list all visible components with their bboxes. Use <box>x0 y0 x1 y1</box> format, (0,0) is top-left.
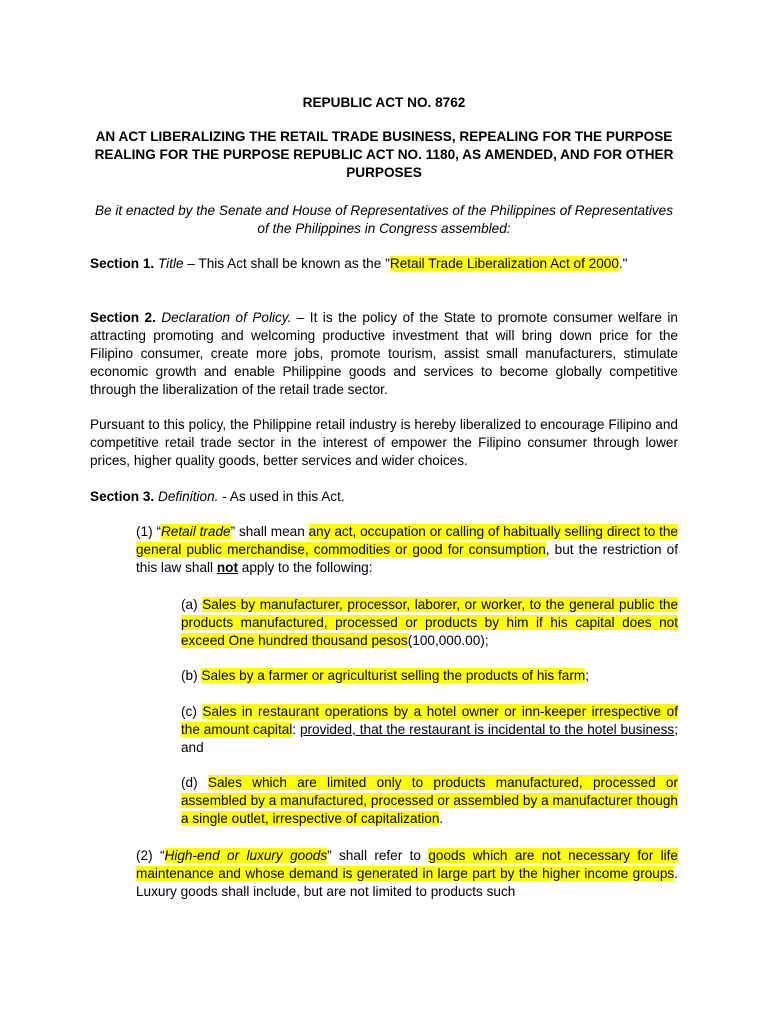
definition-2-tail: . Luxury goods shall include, but are not limited to products such <box>136 866 678 899</box>
luxury-goods-definition-highlight: goods which are not necessary for life maintenance and whose demand is generated in large part by the higher income groups <box>136 848 678 881</box>
act-number-title: REPUBLIC ACT NO. 8762 <box>302 95 466 110</box>
exception-d-label: (d) <box>181 775 208 790</box>
section-2 <box>90 309 678 399</box>
exception-a <box>181 596 678 650</box>
exception-c-highlight: Sales in restaurant operations by a hotel owner or inn-keeper irrespective of the amount capital <box>181 704 678 737</box>
exception-d <box>181 774 678 828</box>
luxury-goods-term: High-end or luxury goods <box>164 848 328 863</box>
definition-retail-trade <box>136 523 678 577</box>
section-1-closing: ." <box>618 256 628 271</box>
section-3 <box>90 488 678 506</box>
exception-b-label: (b) <box>181 668 202 683</box>
section-2-label: Section 2. <box>90 310 156 325</box>
not-emphasis: not <box>216 560 238 575</box>
definition-2-connector: ” shall refer to <box>327 848 429 863</box>
definition-1-connector: ” shall mean <box>230 524 309 539</box>
pursuant-paragraph: Pursuant to this policy, the Philippine retail industry is hereby liberalized to encourage Filipino and competitive retail trade sector in the interest of empower the Filipino consumer through lower prices, higher quality goods, better services and wider choices. <box>90 417 678 468</box>
retail-trade-term: Retail trade <box>160 524 231 539</box>
definition-1-text: , but the restriction of this law shall <box>136 542 678 575</box>
section-1-label: Section 1. <box>90 256 155 271</box>
section-3-heading: Definition. <box>158 489 219 504</box>
definition-1-number: (1) “ <box>136 524 161 539</box>
section-1-text: – This Act shall be known as the " <box>183 256 390 271</box>
section-2-text: – It is the policy of the State to promote consumer welfare in attracting promoting and welcoming productive investment that will bring down price for the Filipino consumer, create more jobs, promote tourism, assist small manufacturers, stimulate economic growth and enable Philippine goods and services to become globally competitive through the liberalization of the retail trade sector. <box>90 310 678 397</box>
exception-a-tail: (100,000.00); <box>407 633 489 648</box>
exception-d-tail: . <box>439 811 444 826</box>
short-title-highlight: Retail Trade Liberalization Act of 2000 <box>389 256 619 271</box>
exception-d-highlight: Sales which are limited only to products manufactured, processed or assembled by a manufactured, processed or assembled by a manufacturer though a single outlet, irrespective of capitalization <box>181 775 679 826</box>
definition-1-tail: apply to the following: <box>237 560 373 575</box>
exception-c-colon: : <box>292 722 300 737</box>
definition-luxury-goods <box>136 847 678 901</box>
section-1 <box>90 255 678 273</box>
enacting-clause: Be it enacted by the Senate and House of Representatives of the Philippines of Representatives of the Philippines in Congress assembled: <box>94 203 674 236</box>
exception-a-label: (a) <box>181 597 203 612</box>
exception-c-label: (c) <box>181 704 203 719</box>
retail-trade-definition-highlight: any act, occupation or calling of habitually selling direct to the general public merchandise, commodities or good for consumption <box>136 524 678 557</box>
exception-b <box>181 667 678 685</box>
section-3-label: Section 3. <box>90 489 155 504</box>
exception-b-tail: ; <box>585 668 589 683</box>
exception-c-proviso: provided, that the restaurant is incidental to the hotel business <box>299 722 675 737</box>
section-3-text: - As used in this Act. <box>218 489 345 504</box>
act-long-title: AN ACT LIBERALIZING THE RETAIL TRADE BUSINESS, REPEALING FOR THE PURPOSE REALING FOR THE PURPOSE REPUBLIC ACT NO. 1180, AS AMENDED, AND FOR OTHER PURPOSES <box>94 129 674 180</box>
section-1-heading: Title <box>158 256 184 271</box>
section-2-heading: Declaration of Policy. <box>161 310 292 325</box>
definition-2-number: (2) “ <box>136 848 165 863</box>
exception-a-highlight: Sales by manufacturer, processor, laborer, or worker, to the general public the products manufactured, processed or products by him if his capital does not exceed One hundred thousand pesos <box>181 597 678 648</box>
exception-b-highlight: Sales by a farmer or agriculturist selling the products of his farm <box>201 668 586 683</box>
exception-c <box>181 703 678 757</box>
exception-c-tail: ; and <box>181 722 678 755</box>
